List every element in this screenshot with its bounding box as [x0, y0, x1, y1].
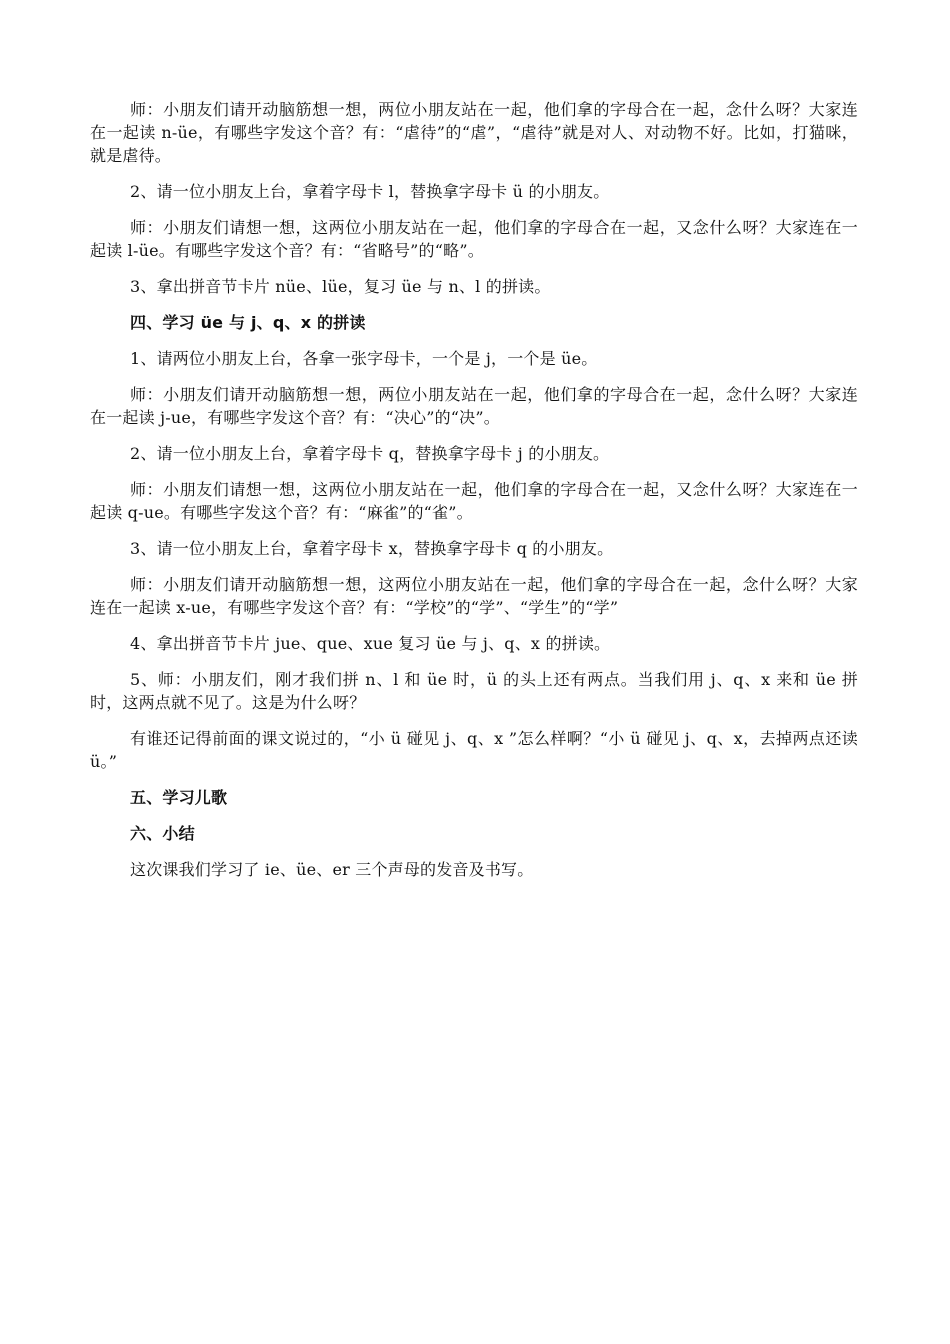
paragraph-xue-reading: 师：小朋友们请开动脑筋想一想，这两位小朋友站在一起，他们拿的字母合在一起，念什么呀？大家连在一起读 x-ue，有哪些字发这个音？有：“学校”的“学”、“学生”的“学” [90, 575, 858, 617]
section-heading-6: 六、小结 [130, 824, 195, 843]
paragraph-lue-reading: 师：小朋友们请想一想，这两位小朋友站在一起，他们拿的字母合在一起，又念什么呀？大家连在一起读 l-üe。有哪些字发这个音？有：“省略号”的“略”。 [90, 218, 858, 260]
paragraph-que-reading: 师：小朋友们请想一想，这两位小朋友站在一起，他们拿的字母合在一起，又念什么呀？大家连在一起读 q-ue。有哪些字发这个音？有：“麻雀”的“雀”。 [90, 480, 858, 522]
paragraph-step-4-review: 4、拿出拼音节卡片 jue、que、xue 复习 üe 与 j、q、x 的拼读。 [130, 634, 611, 653]
section-heading-5: 五、学习儿歌 [130, 788, 228, 807]
paragraph-step-5-question: 5、师：小朋友们，刚才我们拼 n、l 和 üe 时，ü 的头上还有两点。当我们用 j、q、x 来和 üe 拼时，这两点就不见了。这是为什么呀？ [90, 670, 858, 712]
paragraph-step-2-q-card: 2、请一位小朋友上台，拿着字母卡 q，替换拿字母卡 j 的小朋友。 [130, 444, 610, 463]
document-body [90, 98, 858, 894]
paragraph-step-1-j-card: 1、请两位小朋友上台，各拿一张字母卡，一个是 j，一个是 üe。 [130, 349, 598, 368]
paragraph-step-3-review: 3、拿出拼音节卡片 nüe、lüe，复习 üe 与 n、l 的拼读。 [130, 277, 551, 296]
paragraph-jue-reading: 师：小朋友们请开动脑筋想一想，两位小朋友站在一起，他们拿的字母合在一起，念什么呀？大家连在一起读 j-ue，有哪些字发这个音？有：“决心”的“决”。 [90, 385, 858, 427]
paragraph-nue-reading: 师：小朋友们请开动脑筋想一想，两位小朋友站在一起，他们拿的字母合在一起，念什么呀？大家连在一起读 n-üe，有哪些字发这个音？有：“虐待”的“虐”，“虐待”就是对人、对动物不好。比如，打猫咪，就是虐待。 [90, 100, 858, 165]
paragraph-summary: 这次课我们学习了 ie、üe、er 三个声母的发音及书写。 [130, 860, 534, 879]
section-heading-4: 四、学习 üe 与 j、q、x 的拼读 [130, 313, 366, 332]
paragraph-step-3-x-card: 3、请一位小朋友上台，拿着字母卡 x，替换拿字母卡 q 的小朋友。 [130, 539, 614, 558]
paragraph-rule-recall: 有谁还记得前面的课文说过的，“小 ü 碰见 j、q、x ”怎么样啊？“小 ü 碰见 j、q、x，去掉两点还读 ü。” [90, 729, 858, 771]
paragraph-step-2-l-card: 2、请一位小朋友上台，拿着字母卡 l，替换拿字母卡 ü 的小朋友。 [130, 182, 610, 201]
